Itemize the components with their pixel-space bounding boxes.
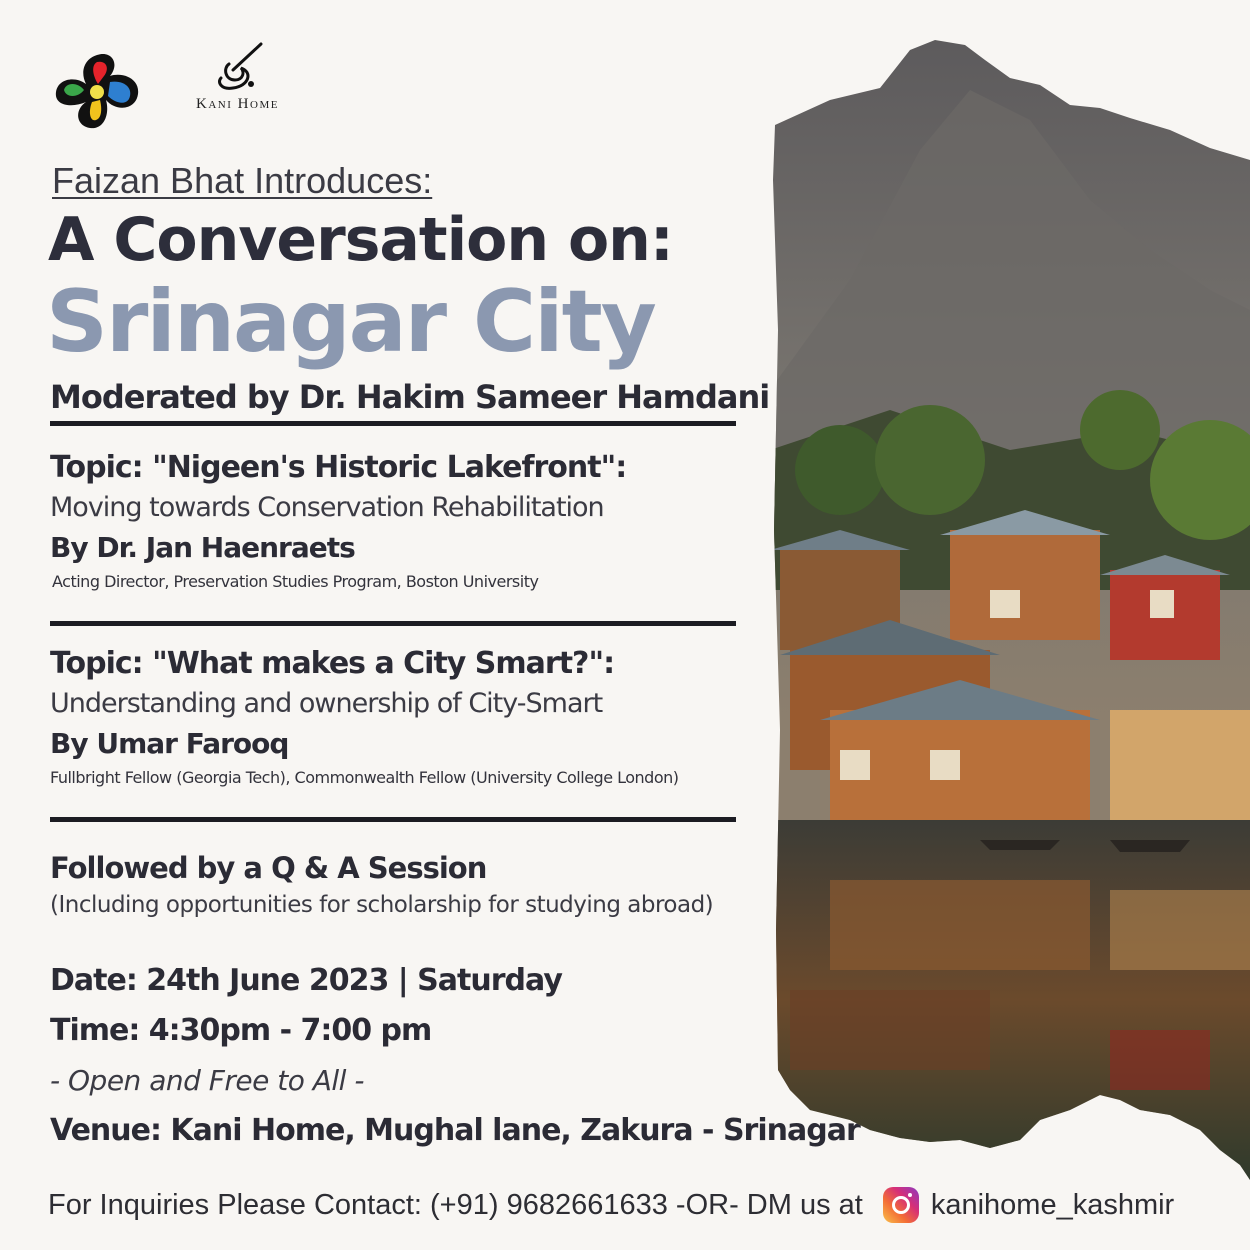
- topic-title: Topic: "Nigeen's Historic Lakefront":: [50, 450, 627, 485]
- topic-subtitle: Moving towards Conservation Rehabilitation: [50, 492, 604, 523]
- topic-speaker: By Umar Farooq: [50, 727, 289, 760]
- city-title: Srinagar City: [46, 272, 655, 372]
- divider: [50, 817, 736, 822]
- topic-title: Topic: "What makes a City Smart?":: [50, 646, 615, 681]
- lake-houses-photo: [770, 30, 1250, 1180]
- topic-subtitle: Understanding and ownership of City-Smart: [50, 688, 603, 719]
- qa-block: [50, 849, 713, 923]
- moderator-line: Moderated by Dr. Hakim Sameer Hamdani: [50, 378, 770, 416]
- event-venue: Venue: Kani Home, Mughal lane, Zakura - Srinagar: [50, 1113, 860, 1148]
- page-title: A Conversation on:: [48, 205, 673, 275]
- divider: [50, 621, 736, 626]
- divider: [50, 421, 736, 426]
- footer-contact: [48, 1183, 1238, 1227]
- instagram-icon[interactable]: [883, 1187, 919, 1223]
- event-admission: - Open and Free to All -: [50, 1064, 364, 1097]
- event-time: Time: 4:30pm - 7:00 pm: [50, 1013, 432, 1048]
- topic-affiliation: Acting Director, Preservation Studies Program, Boston University: [52, 572, 539, 591]
- topic-block-2: [50, 645, 679, 793]
- qa-subtitle: (Including opportunities for scholarship for studying abroad): [50, 892, 714, 918]
- topic-affiliation: Fullbright Fellow (Georgia Tech), Commonwealth Fellow (University College London): [50, 768, 679, 787]
- instagram-handle[interactable]: kanihome_kashmir: [930, 1188, 1175, 1221]
- organizer-logo: [50, 50, 145, 132]
- event-date: Date: 24th June 2023 | Saturday: [50, 963, 562, 998]
- topic-speaker: By Dr. Jan Haenraets: [50, 531, 355, 564]
- contact-text: For Inquiries Please Contact: (+91) 9682661633 -OR- DM us at: [48, 1188, 863, 1221]
- intro-line: Faizan Bhat Introduces:: [52, 160, 433, 201]
- brand-name: Kani Home: [196, 96, 279, 112]
- kani-home-calligraphy-icon: [203, 42, 273, 92]
- qa-title: Followed by a Q & A Session: [50, 851, 487, 885]
- topic-block-1: [50, 449, 626, 597]
- event-info: [50, 956, 860, 1156]
- kani-home-logo: [180, 42, 295, 127]
